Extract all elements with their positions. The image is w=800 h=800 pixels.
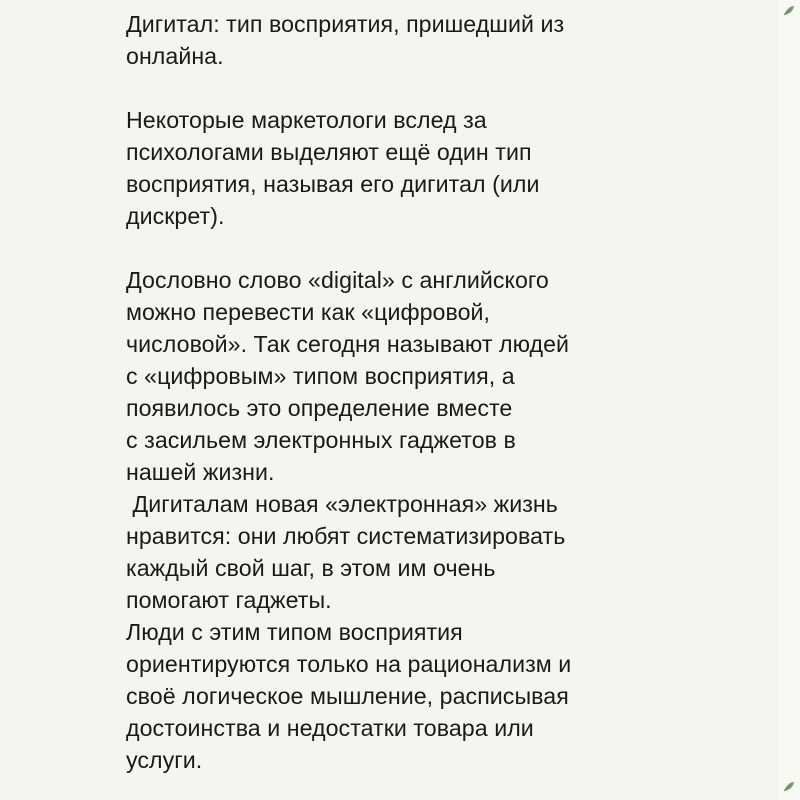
text-line: нашей жизни.: [126, 459, 275, 485]
text-line: услуги.: [126, 747, 203, 773]
leaf-icon: [782, 780, 796, 794]
leaf-icon: [782, 4, 796, 18]
text-line: достоинства и недостатки товара или: [126, 715, 534, 741]
paragraph-gap: [126, 72, 686, 104]
text-line: появилось это определение вместе: [126, 395, 513, 421]
paragraph-intro-title: [126, 8, 686, 72]
text-line: Дигиталам новая «электронная» жизнь: [126, 491, 558, 517]
text-line: онлайна.: [126, 43, 224, 69]
text-line: психологами выделяют ещё один тип: [126, 139, 532, 165]
paragraph-definition: [126, 104, 686, 232]
page-edge-strip: [777, 0, 800, 800]
text-line: Люди с этим типом восприятия: [126, 619, 463, 645]
text-line: своё логическое мышление, расписывая: [126, 683, 569, 709]
text-line: можно перевести как «цифровой,: [126, 299, 491, 325]
text-line: Дигитал: тип восприятия, пришедший из: [126, 11, 565, 37]
paragraph-digital-life: [126, 488, 686, 616]
paragraph-etymology: [126, 264, 686, 488]
text-line: дискрет).: [126, 203, 225, 229]
paragraph-gap: [126, 232, 686, 264]
text-line: нравится: они любят систематизировать: [126, 523, 566, 549]
text-line: числовой». Так сегодня называют людей: [126, 331, 570, 357]
text-line: помогают гаджеты.: [126, 587, 332, 613]
paragraph-rationalism: [126, 616, 686, 776]
message-body: [126, 8, 686, 776]
text-line: с «цифровым» типом восприятия, а: [126, 363, 515, 389]
text-line: с засильем электронных гаджетов в: [126, 427, 516, 453]
text-line: ориентируются только на рационализм и: [126, 651, 572, 677]
text-line: Некоторые маркетологи вслед за: [126, 107, 487, 133]
text-line: каждый свой шаг, в этом им очень: [126, 555, 496, 581]
text-line: восприятия, называя его дигитал (или: [126, 171, 540, 197]
text-line: Дословно слово «digital» с английского: [126, 267, 549, 293]
